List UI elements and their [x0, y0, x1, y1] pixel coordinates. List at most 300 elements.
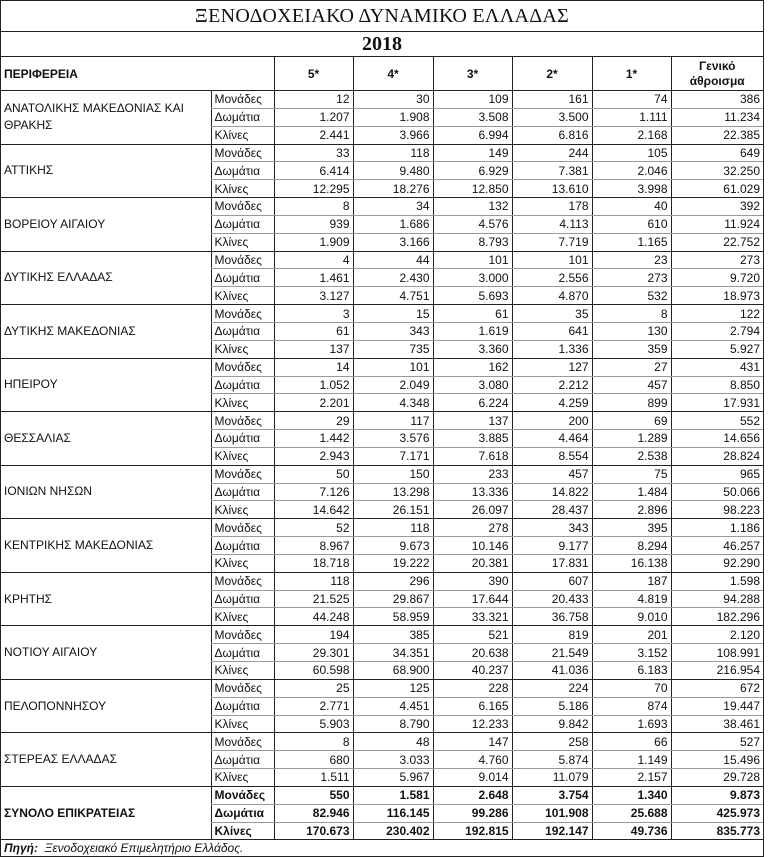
cell-2-star: 161 [512, 91, 592, 109]
header-5-star: 5* [274, 57, 353, 91]
cell-3-star: 8.793 [433, 233, 512, 251]
cell-4-star: 296 [353, 572, 433, 590]
cell-total: 61.029 [671, 180, 763, 198]
region-name: ΔΥΤΙΚΗΣ ΕΛΛΑΔΑΣ [1, 251, 211, 305]
table-row [1, 412, 763, 430]
cell-3-star: 13.336 [433, 483, 512, 501]
cell-2-star: 819 [512, 626, 592, 644]
cell-4-star: 7.171 [353, 447, 433, 465]
cell-5-star: 8 [274, 198, 353, 216]
cell-4-star: 9.480 [353, 162, 433, 180]
capacity-table [1, 57, 763, 840]
cell-total: 392 [671, 198, 763, 216]
cell-2-star: 192.147 [512, 822, 592, 840]
cell-1-star: 75 [592, 465, 671, 483]
cell-4-star: 3.166 [353, 233, 433, 251]
cell-5-star: 61 [274, 322, 353, 340]
cell-1-star: 1.149 [592, 751, 671, 769]
cell-4-star: 1.581 [353, 786, 433, 804]
cell-2-star: 2.212 [512, 376, 592, 394]
cell-2-star: 41.036 [512, 662, 592, 680]
cell-5-star: 82.946 [274, 804, 353, 822]
cell-3-star: 61 [433, 305, 512, 323]
region-name: ΘΕΣΣΑΛΙΑΣ [1, 412, 211, 466]
cell-total: 38.461 [671, 715, 763, 733]
cell-1-star: 2.538 [592, 447, 671, 465]
row-label: Δωμάτια [211, 751, 274, 769]
cell-4-star: 118 [353, 519, 433, 537]
cell-4-star: 9.673 [353, 537, 433, 555]
cell-3-star: 149 [433, 144, 512, 162]
cell-1-star: 2.046 [592, 162, 671, 180]
cell-total: 22.385 [671, 126, 763, 144]
cell-1-star: 1.165 [592, 233, 671, 251]
cell-5-star: 18.718 [274, 554, 353, 572]
row-label: Δωμάτια [211, 697, 274, 715]
header-2-star: 2* [512, 57, 592, 91]
header-total-line1: Γενικό [698, 58, 736, 73]
cell-total: 28.824 [671, 447, 763, 465]
cell-1-star: 8 [592, 305, 671, 323]
row-label: Μονάδες [211, 144, 274, 162]
row-label: Δωμάτια [211, 430, 274, 448]
cell-total: 9.720 [671, 269, 763, 287]
cell-1-star: 25.688 [592, 804, 671, 822]
cell-total: 425.973 [671, 804, 763, 822]
header-blank [211, 57, 274, 91]
cell-5-star: 7.126 [274, 483, 353, 501]
cell-2-star: 4.870 [512, 287, 592, 305]
cell-1-star: 49.736 [592, 822, 671, 840]
cell-total: 2.120 [671, 626, 763, 644]
region-name: ΔΥΤΙΚΗΣ ΜΑΚΕΔΟΝΙΑΣ [1, 305, 211, 359]
cell-total: 94.288 [671, 590, 763, 608]
cell-1-star: 201 [592, 626, 671, 644]
cell-3-star: 7.618 [433, 447, 512, 465]
cell-2-star: 13.610 [512, 180, 592, 198]
cell-5-star: 12 [274, 91, 353, 109]
cell-2-star: 7.719 [512, 233, 592, 251]
header-3-star: 3* [433, 57, 512, 91]
row-label: Κλίνες [211, 769, 274, 787]
cell-2-star: 7.381 [512, 162, 592, 180]
cell-1-star: 3.998 [592, 180, 671, 198]
cell-4-star: 13.298 [353, 483, 433, 501]
cell-4-star: 1.908 [353, 108, 433, 126]
cell-1-star: 457 [592, 376, 671, 394]
cell-2-star: 3.754 [512, 786, 592, 804]
cell-5-star: 44.248 [274, 608, 353, 626]
cell-5-star: 118 [274, 572, 353, 590]
cell-2-star: 224 [512, 679, 592, 697]
total-row [1, 786, 763, 804]
cell-2-star: 5.186 [512, 697, 592, 715]
cell-5-star: 6.414 [274, 162, 353, 180]
cell-total: 98.223 [671, 501, 763, 519]
cell-4-star: 19.222 [353, 554, 433, 572]
cell-3-star: 228 [433, 679, 512, 697]
row-label: Δωμάτια [211, 108, 274, 126]
total-name: ΣΥΝΟΛΟ ΕΠΙΚΡΑΤΕΙΑΣ [1, 786, 211, 840]
cell-total: 50.066 [671, 483, 763, 501]
cell-2-star: 127 [512, 358, 592, 376]
cell-3-star: 1.619 [433, 322, 512, 340]
cell-5-star: 2.943 [274, 447, 353, 465]
row-label: Δωμάτια [211, 215, 274, 233]
cell-1-star: 130 [592, 322, 671, 340]
region-name: ΗΠΕΙΡΟΥ [1, 358, 211, 412]
year-heading: 2018 [1, 32, 763, 57]
cell-total: 19.447 [671, 697, 763, 715]
cell-total: 122 [671, 305, 763, 323]
cell-total: 11.924 [671, 215, 763, 233]
cell-5-star: 680 [274, 751, 353, 769]
row-label: Κλίνες [211, 447, 274, 465]
cell-total: 22.752 [671, 233, 763, 251]
row-label: Μονάδες [211, 412, 274, 430]
table-row [1, 91, 763, 109]
cell-3-star: 162 [433, 358, 512, 376]
cell-2-star: 9.842 [512, 715, 592, 733]
cell-1-star: 70 [592, 679, 671, 697]
region-name: ΑΤΤΙΚΗΣ [1, 144, 211, 198]
table-row [1, 144, 763, 162]
cell-total: 527 [671, 733, 763, 751]
cell-2-star: 20.433 [512, 590, 592, 608]
cell-3-star: 137 [433, 412, 512, 430]
header-total [671, 57, 763, 91]
cell-1-star: 3.152 [592, 644, 671, 662]
cell-5-star: 29 [274, 412, 353, 430]
row-label: Μονάδες [211, 519, 274, 537]
source-label: Πηγή: [4, 841, 38, 856]
cell-total: 8.850 [671, 376, 763, 394]
cell-3-star: 3.080 [433, 376, 512, 394]
cell-5-star: 1.909 [274, 233, 353, 251]
cell-4-star: 44 [353, 251, 433, 269]
cell-4-star: 8.790 [353, 715, 433, 733]
row-label: Μονάδες [211, 572, 274, 590]
cell-5-star: 3.127 [274, 287, 353, 305]
cell-1-star: 273 [592, 269, 671, 287]
row-label: Κλίνες [211, 287, 274, 305]
cell-1-star: 27 [592, 358, 671, 376]
cell-5-star: 5.903 [274, 715, 353, 733]
cell-3-star: 3.508 [433, 108, 512, 126]
row-label: Δωμάτια [211, 269, 274, 287]
cell-2-star: 258 [512, 733, 592, 751]
cell-5-star: 8.967 [274, 537, 353, 555]
table-row [1, 733, 763, 751]
cell-4-star: 2.049 [353, 376, 433, 394]
cell-total: 1.598 [671, 572, 763, 590]
row-label: Μονάδες [211, 786, 274, 804]
cell-3-star: 109 [433, 91, 512, 109]
table-row [1, 519, 763, 537]
cell-total: 17.931 [671, 394, 763, 412]
cell-total: 182.296 [671, 608, 763, 626]
cell-4-star: 343 [353, 322, 433, 340]
cell-5-star: 14.642 [274, 501, 353, 519]
header-region: ΠΕΡΙΦΕΡΕΙΑ [1, 57, 211, 91]
page-title: ΞΕΝΟΔΟΧΕΙΑΚΟ ΔΥΝΑΜΙΚΟ ΕΛΛΑΔΑΣ [1, 0, 763, 32]
cell-2-star: 3.500 [512, 108, 592, 126]
cell-1-star: 66 [592, 733, 671, 751]
cell-3-star: 12.233 [433, 715, 512, 733]
cell-total: 552 [671, 412, 763, 430]
cell-4-star: 385 [353, 626, 433, 644]
cell-4-star: 101 [353, 358, 433, 376]
cell-4-star: 48 [353, 733, 433, 751]
cell-1-star: 187 [592, 572, 671, 590]
cell-1-star: 2.157 [592, 769, 671, 787]
row-label: Κλίνες [211, 554, 274, 572]
cell-5-star: 2.771 [274, 697, 353, 715]
region-name: ΑΝΑΤΟΛΙΚΗΣ ΜΑΚΕΔΟΝΙΑΣ ΚΑΙ ΘΡΑΚΗΣ [1, 91, 211, 145]
row-label: Δωμάτια [211, 804, 274, 822]
row-label: Κλίνες [211, 340, 274, 358]
cell-3-star: 3.360 [433, 340, 512, 358]
cell-4-star: 18.276 [353, 180, 433, 198]
cell-4-star: 68.900 [353, 662, 433, 680]
cell-3-star: 521 [433, 626, 512, 644]
cell-1-star: 395 [592, 519, 671, 537]
cell-1-star: 1.693 [592, 715, 671, 733]
row-label: Δωμάτια [211, 590, 274, 608]
region-name: ΙΟΝΙΩΝ ΝΗΣΩΝ [1, 465, 211, 519]
cell-1-star: 8.294 [592, 537, 671, 555]
cell-5-star: 1.207 [274, 108, 353, 126]
cell-1-star: 359 [592, 340, 671, 358]
row-label: Μονάδες [211, 358, 274, 376]
cell-2-star: 14.822 [512, 483, 592, 501]
cell-total: 5.927 [671, 340, 763, 358]
cell-5-star: 50 [274, 465, 353, 483]
cell-3-star: 12.850 [433, 180, 512, 198]
row-label: Δωμάτια [211, 322, 274, 340]
row-label: Κλίνες [211, 126, 274, 144]
cell-2-star: 244 [512, 144, 592, 162]
table-row [1, 358, 763, 376]
cell-4-star: 230.402 [353, 822, 433, 840]
cell-1-star: 610 [592, 215, 671, 233]
table-row [1, 465, 763, 483]
cell-5-star: 1.442 [274, 430, 353, 448]
cell-5-star: 939 [274, 215, 353, 233]
cell-4-star: 26.151 [353, 501, 433, 519]
row-label: Δωμάτια [211, 376, 274, 394]
cell-1-star: 74 [592, 91, 671, 109]
cell-total: 14.656 [671, 430, 763, 448]
region-name: ΝΟΤΙΟΥ ΑΙΓΑΙΟΥ [1, 626, 211, 680]
cell-total: 216.954 [671, 662, 763, 680]
cell-5-star: 2.441 [274, 126, 353, 144]
cell-4-star: 3.576 [353, 430, 433, 448]
cell-total: 46.257 [671, 537, 763, 555]
cell-5-star: 14 [274, 358, 353, 376]
table-body [1, 91, 763, 840]
cell-5-star: 52 [274, 519, 353, 537]
cell-3-star: 2.648 [433, 786, 512, 804]
row-label: Κλίνες [211, 715, 274, 733]
cell-total: 108.991 [671, 644, 763, 662]
cell-3-star: 33.321 [433, 608, 512, 626]
row-label: Μονάδες [211, 198, 274, 216]
row-label: Μονάδες [211, 733, 274, 751]
table-row [1, 198, 763, 216]
cell-4-star: 2.430 [353, 269, 433, 287]
cell-2-star: 9.177 [512, 537, 592, 555]
cell-5-star: 1.461 [274, 269, 353, 287]
row-label: Κλίνες [211, 501, 274, 519]
cell-total: 9.873 [671, 786, 763, 804]
cell-1-star: 9.010 [592, 608, 671, 626]
row-label: Μονάδες [211, 465, 274, 483]
cell-total: 92.290 [671, 554, 763, 572]
cell-2-star: 4.464 [512, 430, 592, 448]
cell-2-star: 6.816 [512, 126, 592, 144]
cell-2-star: 28.437 [512, 501, 592, 519]
cell-total: 15.496 [671, 751, 763, 769]
cell-total: 672 [671, 679, 763, 697]
cell-5-star: 21.525 [274, 590, 353, 608]
cell-2-star: 8.554 [512, 447, 592, 465]
cell-3-star: 278 [433, 519, 512, 537]
cell-3-star: 233 [433, 465, 512, 483]
cell-1-star: 1.111 [592, 108, 671, 126]
cell-4-star: 117 [353, 412, 433, 430]
cell-5-star: 137 [274, 340, 353, 358]
cell-5-star: 25 [274, 679, 353, 697]
header-4-star: 4* [353, 57, 433, 91]
cell-3-star: 390 [433, 572, 512, 590]
cell-5-star: 550 [274, 786, 353, 804]
cell-1-star: 23 [592, 251, 671, 269]
cell-3-star: 6.929 [433, 162, 512, 180]
cell-5-star: 1.511 [274, 769, 353, 787]
cell-5-star: 8 [274, 733, 353, 751]
row-label: Δωμάτια [211, 483, 274, 501]
cell-1-star: 105 [592, 144, 671, 162]
region-name: ΣΤΕΡΕΑΣ ΕΛΛΑΔΑΣ [1, 733, 211, 787]
cell-1-star: 2.896 [592, 501, 671, 519]
header-row [1, 57, 763, 91]
cell-total: 32.250 [671, 162, 763, 180]
cell-1-star: 874 [592, 697, 671, 715]
cell-2-star: 4.113 [512, 215, 592, 233]
cell-3-star: 147 [433, 733, 512, 751]
cell-3-star: 4.760 [433, 751, 512, 769]
cell-3-star: 4.576 [433, 215, 512, 233]
region-name: ΠΕΛΟΠΟΝΝΗΣΟΥ [1, 679, 211, 733]
cell-4-star: 4.751 [353, 287, 433, 305]
cell-3-star: 5.693 [433, 287, 512, 305]
cell-2-star: 17.831 [512, 554, 592, 572]
table-row [1, 572, 763, 590]
cell-3-star: 132 [433, 198, 512, 216]
cell-4-star: 116.145 [353, 804, 433, 822]
cell-total: 2.794 [671, 322, 763, 340]
cell-1-star: 40 [592, 198, 671, 216]
row-label: Μονάδες [211, 626, 274, 644]
cell-5-star: 4 [274, 251, 353, 269]
row-label: Μονάδες [211, 679, 274, 697]
cell-1-star: 6.183 [592, 662, 671, 680]
cell-2-star: 101 [512, 251, 592, 269]
cell-3-star: 20.638 [433, 644, 512, 662]
cell-5-star: 12.295 [274, 180, 353, 198]
cell-total: 835.773 [671, 822, 763, 840]
row-label: Κλίνες [211, 608, 274, 626]
cell-5-star: 60.598 [274, 662, 353, 680]
cell-1-star: 16.138 [592, 554, 671, 572]
row-label: Μονάδες [211, 305, 274, 323]
cell-3-star: 26.097 [433, 501, 512, 519]
cell-4-star: 34 [353, 198, 433, 216]
row-label: Δωμάτια [211, 162, 274, 180]
cell-4-star: 5.967 [353, 769, 433, 787]
cell-3-star: 101 [433, 251, 512, 269]
cell-3-star: 3.000 [433, 269, 512, 287]
cell-4-star: 125 [353, 679, 433, 697]
cell-3-star: 6.165 [433, 697, 512, 715]
cell-3-star: 6.994 [433, 126, 512, 144]
cell-3-star: 3.885 [433, 430, 512, 448]
cell-4-star: 118 [353, 144, 433, 162]
cell-3-star: 9.014 [433, 769, 512, 787]
row-label: Δωμάτια [211, 537, 274, 555]
cell-1-star: 2.168 [592, 126, 671, 144]
cell-4-star: 3.033 [353, 751, 433, 769]
cell-2-star: 11.079 [512, 769, 592, 787]
cell-1-star: 1.484 [592, 483, 671, 501]
cell-3-star: 40.237 [433, 662, 512, 680]
cell-2-star: 607 [512, 572, 592, 590]
cell-3-star: 192.815 [433, 822, 512, 840]
cell-3-star: 10.146 [433, 537, 512, 555]
cell-1-star: 532 [592, 287, 671, 305]
region-name: ΚΕΝΤΡΙΚΗΣ ΜΑΚΕΔΟΝΙΑΣ [1, 519, 211, 573]
row-label: Μονάδες [211, 251, 274, 269]
cell-4-star: 15 [353, 305, 433, 323]
region-name: ΒΟΡΕΙΟΥ ΑΙΓΑΙΟΥ [1, 198, 211, 252]
cell-4-star: 150 [353, 465, 433, 483]
cell-5-star: 194 [274, 626, 353, 644]
cell-4-star: 735 [353, 340, 433, 358]
cell-2-star: 21.549 [512, 644, 592, 662]
row-label: Κλίνες [211, 233, 274, 251]
cell-5-star: 2.201 [274, 394, 353, 412]
row-label: Δωμάτια [211, 644, 274, 662]
header-1-star: 1* [592, 57, 671, 91]
row-label: Κλίνες [211, 394, 274, 412]
cell-5-star: 29.301 [274, 644, 353, 662]
cell-5-star: 33 [274, 144, 353, 162]
cell-1-star: 1.289 [592, 430, 671, 448]
cell-total: 649 [671, 144, 763, 162]
cell-3-star: 17.644 [433, 590, 512, 608]
cell-1-star: 1.340 [592, 786, 671, 804]
cell-4-star: 3.966 [353, 126, 433, 144]
cell-4-star: 34.351 [353, 644, 433, 662]
cell-total: 965 [671, 465, 763, 483]
cell-total: 273 [671, 251, 763, 269]
cell-3-star: 6.224 [433, 394, 512, 412]
cell-total: 431 [671, 358, 763, 376]
cell-2-star: 641 [512, 322, 592, 340]
row-label: Μονάδες [211, 91, 274, 109]
header-total-line2: άθροισμα [689, 73, 745, 88]
